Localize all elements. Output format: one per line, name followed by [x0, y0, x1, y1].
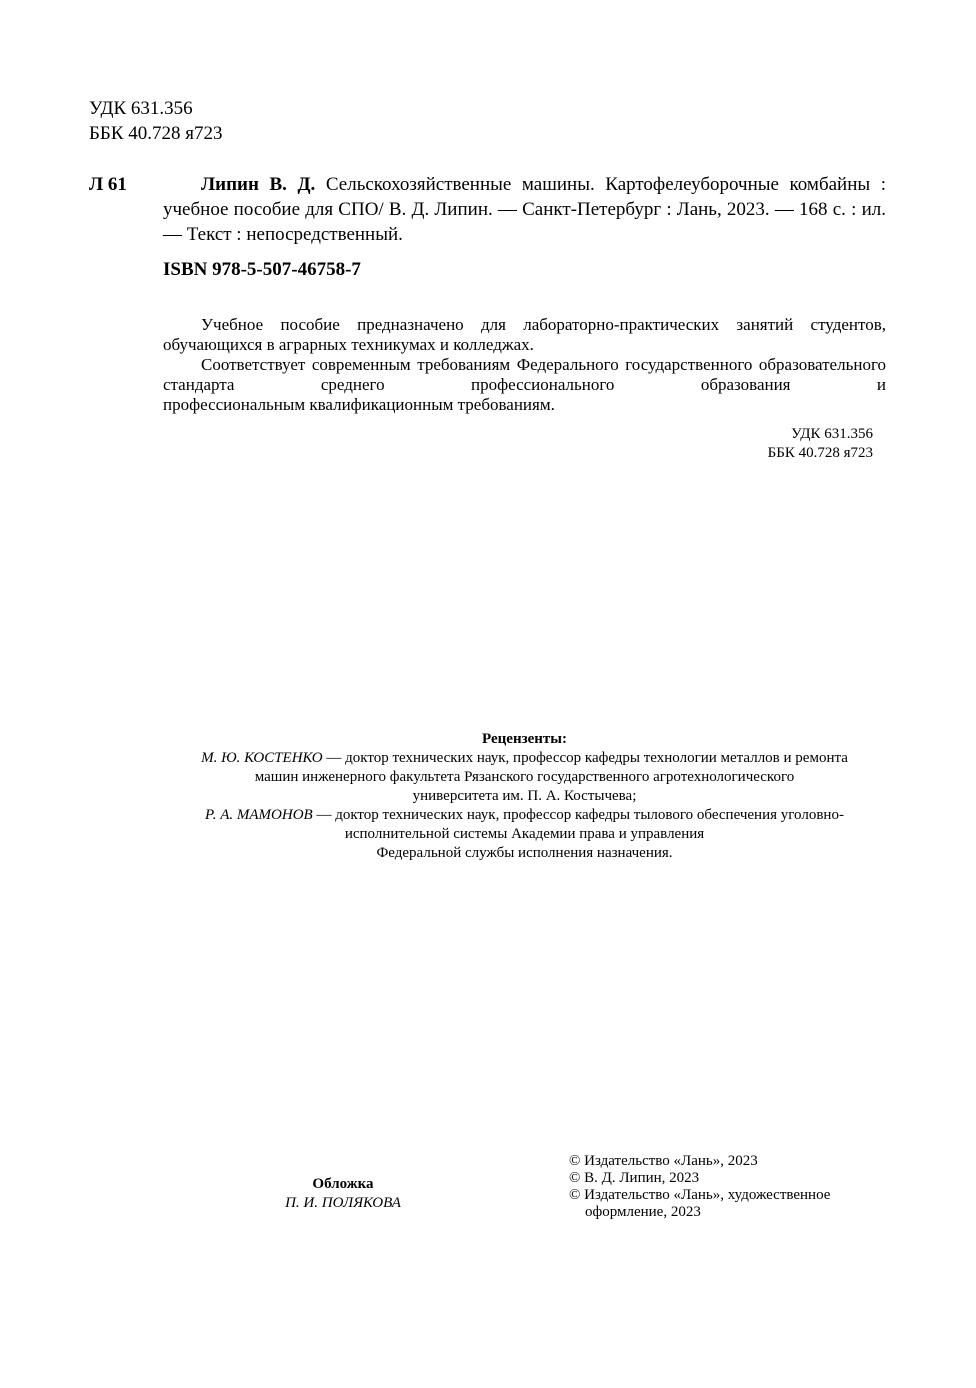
reviewers-title: Рецензенты:	[482, 731, 567, 747]
abstract	[163, 315, 886, 415]
reviewer-1-name: М. Ю. КОСТЕНКО	[201, 750, 323, 766]
isbn: ISBN 978-5-507-46758-7	[163, 259, 361, 280]
copyright-block	[569, 1153, 889, 1221]
catalog-index: Л 61	[89, 174, 127, 195]
copyright-line-3: © Издательство «Лань», художественное	[569, 1187, 831, 1203]
cover-designer-name: П. И. ПОЛЯКОВА	[285, 1195, 401, 1211]
reviewer-1-line-1: — доктор технических наук, профессор кафедры технологии металлов и ремонта	[322, 750, 848, 766]
cover-title: Обложка	[312, 1176, 374, 1192]
reviewers-section	[163, 730, 886, 863]
cover-credit	[263, 1175, 423, 1213]
reviewer-2-line-1: — доктор технических наук, профессор кафедры тылового обеспечения уголовно-	[312, 807, 844, 823]
author-name: Липин В. Д.	[201, 174, 316, 195]
abstract-paragraph-2: Соответствует современным требованиям Федерального государственного образовательного стандарта среднего профессионального образования и	[163, 355, 886, 394]
abstract-paragraph-2-end: профессиональным квалификационным требованиям.	[163, 395, 555, 414]
header-classification-codes	[89, 96, 222, 146]
right-classification-codes	[700, 425, 873, 463]
copyright-line-1: © Издательство «Лань», 2023	[569, 1153, 758, 1169]
right-udk-code: УДК 631.356	[791, 426, 873, 442]
reviewer-1	[163, 749, 886, 806]
reviewer-1-line-2: машин инженерного факультета Рязанского государственного агротехнологического	[254, 769, 795, 785]
reviewer-2-line-3: Федеральной службы исполнения назначения.	[376, 845, 673, 861]
copyright-line-4: оформление, 2023	[585, 1204, 701, 1220]
header-udk-code: УДК 631.356	[89, 98, 193, 119]
reviewer-1-line-3: университета им. П. А. Костычева;	[412, 788, 637, 804]
reviewer-2-line-2: исполнительной системы Академии права и управления	[344, 826, 705, 842]
copyright-line-2: © В. Д. Липин, 2023	[569, 1170, 700, 1186]
reviewer-2-name: Р. А. МАМОНОВ	[205, 807, 313, 823]
abstract-paragraph-1: Учебное пособие предназначено для лабораторно-практических занятий студентов, обучающихся в аграрных техникумах и колледжах.	[163, 315, 886, 354]
bibliographic-record	[163, 172, 886, 247]
right-bbk-code: ББК 40.728 я723	[767, 445, 873, 461]
bibliographic-description: Сельскохозяйственные машины. Картофелеуборочные комбайны : учебное пособие для СПО/ В. Д. Липин. — Санкт-Петербург : Лань, 2023. — 168 с. : ил. — Текст : непосредственный.	[163, 174, 886, 245]
header-bbk-code: ББК 40.728 я723	[89, 123, 223, 144]
reviewer-2	[163, 806, 886, 863]
